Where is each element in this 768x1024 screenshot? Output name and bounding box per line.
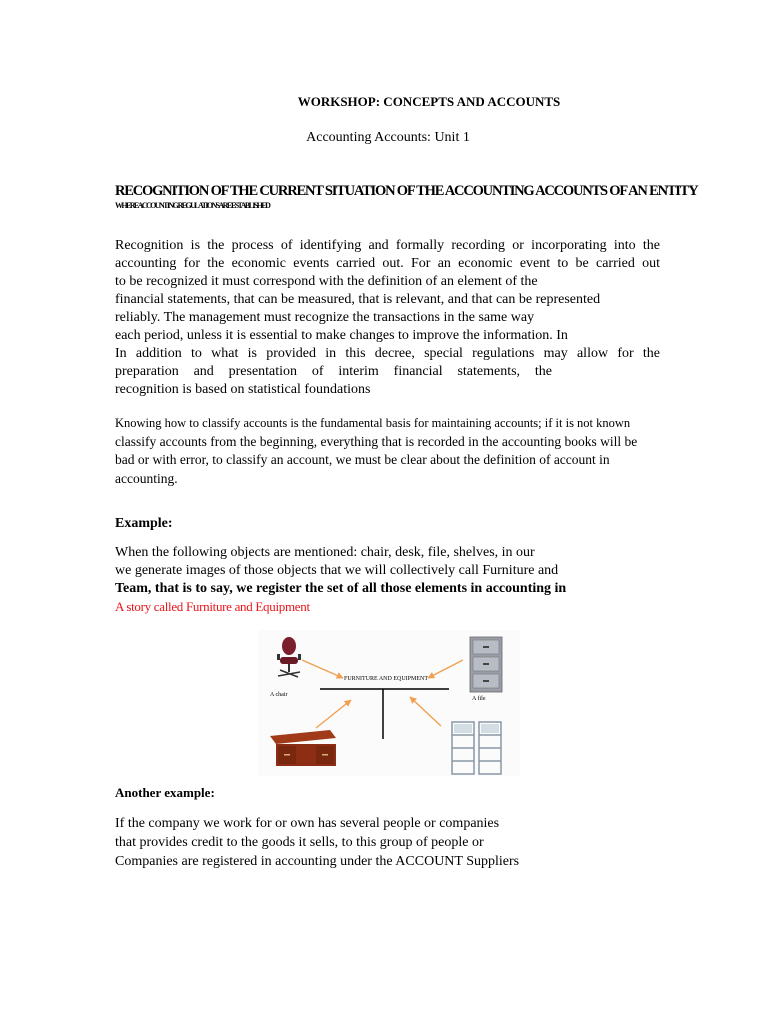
another-example-line: that provides credit to the goods it sells, to this group of people or bbox=[115, 835, 484, 850]
diagram-svg bbox=[258, 630, 520, 776]
another-example-text bbox=[115, 814, 675, 871]
paragraph-line: each period, unless it is essential to make changes to improve the information. In bbox=[115, 328, 568, 343]
arrow-chair bbox=[302, 660, 343, 678]
file-caption: A file bbox=[472, 696, 486, 702]
paragraph-line: classify accounts from the beginning, everything that is recorded in the accounting books will be bbox=[115, 433, 638, 449]
example-label: Example: bbox=[115, 516, 173, 531]
paragraph-line: bad or with error, to classify an account, we must be clear about the definition of account in bbox=[115, 452, 610, 467]
chair-caption: A chair bbox=[270, 692, 288, 698]
file-cabinet-image bbox=[470, 637, 502, 692]
arrow-desk bbox=[316, 700, 351, 728]
chair-image bbox=[277, 637, 301, 677]
another-example-label: Another example: bbox=[115, 785, 215, 800]
another-example-line: Companies are registered in accounting under the ACCOUNT Suppliers bbox=[115, 854, 520, 869]
paragraph-line: accounting. bbox=[115, 470, 178, 486]
example-line-bold: Team, that is to say, we register the set of all those elements in accounting in bbox=[115, 581, 567, 596]
example-line: When the following objects are mentioned: chair, desk, file, shelves, in our bbox=[115, 545, 535, 560]
paragraph-line: In addition to what is provided in this decree, special regulations may allow for the bbox=[115, 346, 660, 361]
paragraph-line: preparation and presentation of interim financial statements, the bbox=[115, 364, 552, 379]
paragraph-line: financial statements, that can be measured, that is relevant, and that can be represented bbox=[115, 292, 601, 307]
document-title: WORKSHOP: CONCEPTS AND ACCOUNTS bbox=[297, 94, 561, 109]
example-line-red: A story called Furniture and Equipment bbox=[115, 599, 310, 614]
document-subtitle: Accounting Accounts: Unit 1 bbox=[306, 130, 470, 145]
example-text bbox=[115, 544, 715, 616]
section-subheading: WHERE ACCOUNTING REGULATIONS ARE ESTABLISHED bbox=[115, 201, 270, 210]
example-line: we generate images of those objects that we will collectively call Furniture and bbox=[115, 563, 559, 578]
arrow-file bbox=[428, 660, 463, 678]
desk-image bbox=[270, 730, 336, 766]
arrow-shelves bbox=[410, 697, 441, 726]
paragraph-line: Knowing how to classify accounts is the fundamental basis for maintaining accounts; if it is not known bbox=[115, 416, 631, 430]
paragraph-line: reliably. The management must recognize the transactions in the same way bbox=[115, 310, 535, 325]
paragraph-classify bbox=[115, 414, 695, 488]
paragraph-line: recognition is based on statistical foundations bbox=[115, 382, 371, 397]
paragraph-line: Recognition is the process of identifying and formally recording or incorporating into the bbox=[115, 238, 660, 253]
section-heading: RECOGNITION OF THE CURRENT SITUATION OF THE ACCOUNTING ACCOUNTS OF AN ENTITY bbox=[115, 183, 698, 199]
shelves-image bbox=[452, 722, 501, 774]
paragraph-recognition bbox=[115, 237, 660, 399]
another-example-line: If the company we work for or own has several people or companies bbox=[115, 816, 500, 831]
account-title: FURNITURE AND EQUIPMENT bbox=[344, 676, 428, 682]
paragraph-line: accounting for the economic events carried out. For an economic event to be carried out bbox=[115, 256, 660, 271]
furniture-equipment-diagram bbox=[258, 630, 520, 776]
paragraph-line: to be recognized it must correspond with the definition of an element of the bbox=[115, 274, 538, 289]
